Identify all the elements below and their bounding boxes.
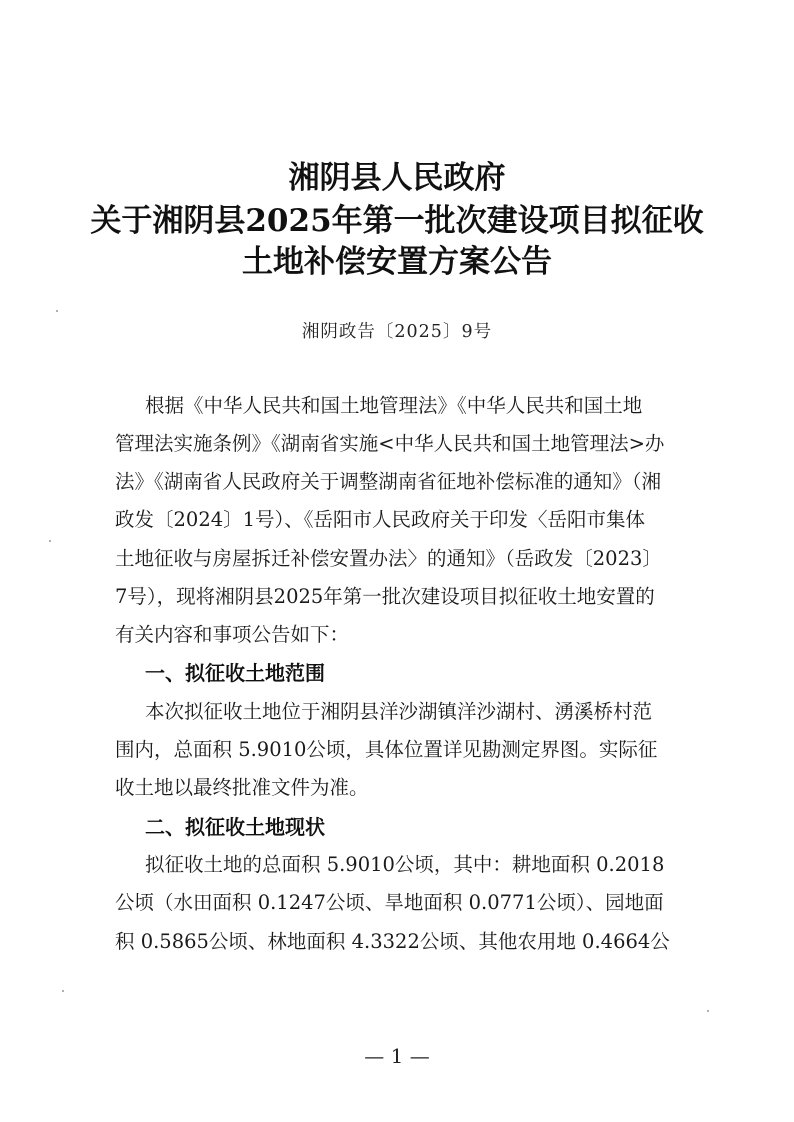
paragraph-line: 有关内容和事项公告如下：	[115, 623, 350, 646]
title-line-1: 湘阴县人民政府	[288, 160, 506, 196]
section-heading-status: 二、拟征收土地现状	[145, 815, 325, 839]
document-number: 湘阴政告〔2025〕9号	[301, 322, 493, 342]
paragraph-line: 土地征收与房屋拆迁补偿安置办法〉的通知》（岳政发〔2023〕	[115, 547, 662, 570]
paragraph-line: 根据《中华人民共和国土地管理法》《中华人民共和国土地	[145, 394, 643, 417]
scan-speck	[49, 540, 51, 542]
scan-speck	[707, 1010, 709, 1012]
title-line-3: 土地补偿安置方案公告	[242, 244, 552, 280]
paragraph-line: 法》《湖南省人民政府关于调整湖南省征地补偿标准的通知》（湘	[115, 470, 662, 493]
paragraph-line: 围内，总面积 5.9010公顷，具体位置详见勘测定界图。实际征	[115, 738, 658, 761]
paragraph-line: 积 0.5865公顷、林地面积 4.3322公顷、其他农用地 0.4664公	[115, 930, 670, 953]
paragraph-line: 本次拟征收土地位于湘阴县洋沙湖镇洋沙湖村、湧溪桥村范	[145, 700, 653, 723]
paragraph-line: 收土地以最终批准文件为准。	[115, 776, 369, 799]
paragraph-line: 公顷（水田面积 0.1247公顷、旱地面积 0.0771公顷）、园地面	[115, 891, 664, 914]
title-line-2: 关于湘阴县2025年第一批次建设项目拟征收	[90, 203, 704, 239]
scan-speck	[56, 310, 58, 312]
page-number: — 1 —	[364, 1044, 430, 1068]
section-heading-scope: 一、拟征收土地范围	[145, 661, 325, 685]
paragraph-line: 管理法实施条例》《湖南省实施<中华人民共和国土地管理法>办	[115, 432, 665, 455]
scan-speck	[62, 990, 64, 992]
paragraph-line: 政发〔2024〕1号）、《岳阳市人民政府关于印发〈岳阳市集体	[115, 508, 646, 531]
paragraph-line: 拟征收土地的总面积 5.9010公顷，其中：耕地面积 0.2018	[145, 853, 665, 876]
paragraph-line: 7号），现将湘阴县2025年第一批次建设项目拟征收土地安置的	[115, 585, 655, 608]
